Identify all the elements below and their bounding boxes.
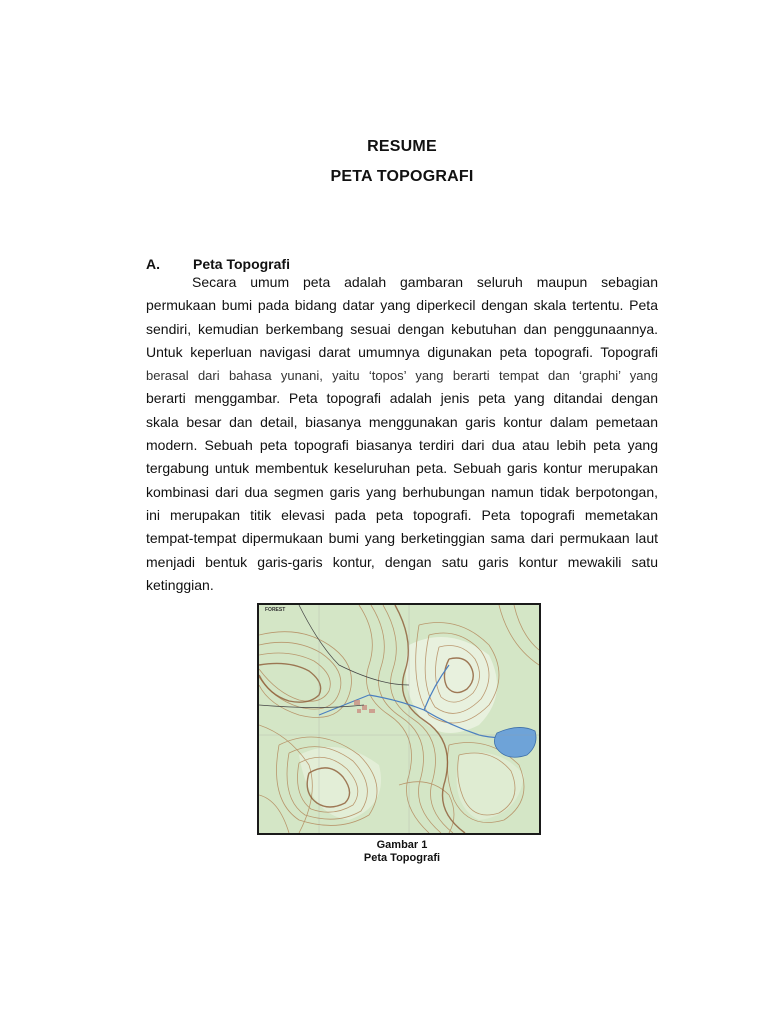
paragraph-line: skala besar dan detail, biasanya menggunakan garis kontur dalam pemetaan — [146, 413, 658, 430]
paragraph-line: berarti menggambar. Peta topografi adalah jenis peta yang ditandai dengan — [146, 390, 658, 407]
paragraph-line: berasal dari bahasa yunani, yaitu ‘topos’ yang berarti tempat dan ‘graphi’ yang — [146, 368, 658, 384]
map-label-forest: FOREST — [265, 607, 286, 613]
paragraph-line: menjadi bentuk garis-garis kontur, dengan satu garis kontur mewakili satu — [146, 553, 658, 570]
document-title: RESUME — [367, 138, 437, 155]
topographic-map-graphic — [259, 605, 539, 833]
paragraph-line: Untuk keperluan navigasi darat umumnya digunakan peta topografi. Topografi — [146, 343, 658, 360]
section-heading — [146, 256, 290, 272]
paragraph-line: kombinasi dari dua segmen garis yang berhubungan namun tidak berpotongan, — [146, 483, 658, 500]
paragraph-line: sendiri, kemudian berkembang sesuai dengan kebutuhan dan penggunaannya. — [146, 320, 658, 337]
figure-caption-number: Gambar 1 — [376, 839, 428, 851]
section-number: A. — [146, 256, 160, 272]
topographic-map-image — [257, 603, 541, 835]
body-paragraph — [146, 271, 658, 597]
section-title: Peta Topografi — [193, 256, 290, 272]
paragraph-line: ketinggian. — [146, 576, 214, 593]
paragraph-line: Secara umum peta adalah gambaran seluruh maupun sebagian — [192, 274, 658, 290]
paragraph-line: tergabung untuk membentuk keseluruhan peta. Sebuah garis kontur merupakan — [146, 460, 658, 477]
paragraph-line: modern. Sebuah peta topografi biasanya terdiri dari dua atau lebih peta yang — [146, 437, 658, 454]
paragraph-line: tempat-tempat dipermukaan bumi yang berketinggian sama dari permukaan laut — [146, 530, 658, 547]
document-subtitle: PETA TOPOGRAFI — [330, 168, 474, 185]
paragraph-line: permukaan bumi pada bidang datar yang diperkecil dengan skala tertentu. Peta — [146, 297, 658, 314]
paragraph-line: ini merupakan titik elevasi pada peta topografi. Peta topografi memetakan — [146, 506, 658, 523]
figure-caption-title: Peta Topografi — [363, 852, 441, 864]
